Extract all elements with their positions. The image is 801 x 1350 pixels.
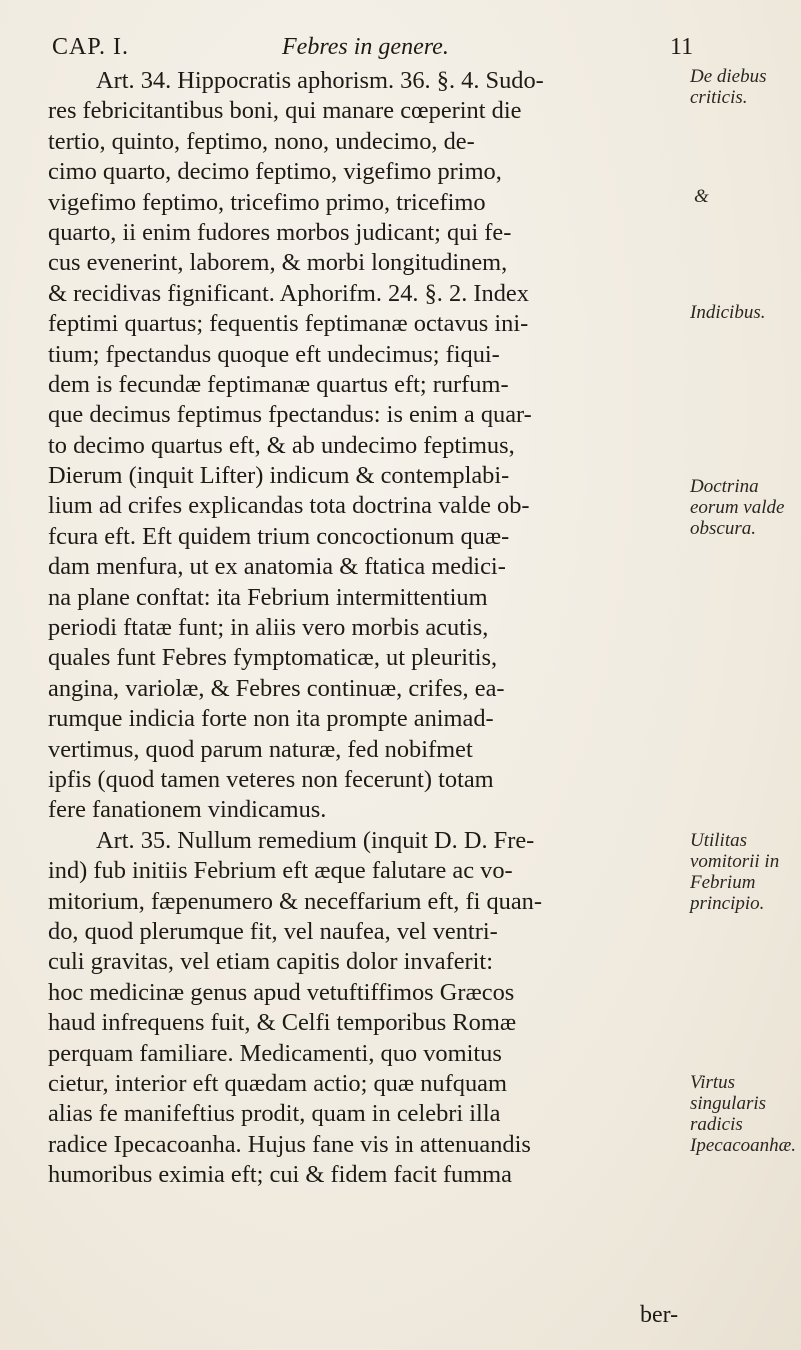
margin-note-indicibus: Indicibus. (690, 302, 766, 323)
text-line: mitorium, fæpenumero & neceffarium eft, fi quan- (48, 887, 542, 915)
text-line: hoc medicinæ genus apud vetuftiffimos Græcos (48, 978, 515, 1006)
text-line: vigefimo feptimo, tricefimo primo, tricefimo (48, 188, 486, 216)
page-number: 11 (670, 34, 694, 60)
text-line: quales funt Febres fymptomaticæ, ut pleuritis, (48, 644, 498, 672)
text-line: ind) fub initiis Febrium eft æque falutare ac vo- (48, 857, 513, 885)
text-line: haud infrequens fuit, & Celfi temporibus Romæ (48, 1009, 517, 1037)
text-line: to decimo quartus eft, & ab undecimo feptimus, (48, 431, 515, 459)
text-line: dam menfura, ut ex anatomia & ftatica medici- (48, 553, 506, 581)
main-text-block (48, 66, 688, 1190)
text-line: dem is fecundæ feptimanæ quartus eft; rurfum- (48, 370, 509, 398)
text-line: culi gravitas, vel etiam capitis dolor invaferit: (48, 948, 493, 976)
text-line: lium ad crifes explicandas tota doctrina valde ob- (48, 492, 530, 520)
text-line: fcura eft. Eft quidem trium concoctionum quæ- (48, 522, 510, 550)
margin-note-virtus: Virtus singularis radicis Ipecacoanhæ. (690, 1072, 797, 1156)
margin-note-ampersand: & (694, 186, 709, 207)
text-line: vertimus, quod parum naturæ, fed nobifmet (48, 735, 473, 763)
text-line: radice Ipecacoanha. Hujus fane vis in attenuandis (48, 1130, 531, 1158)
running-header (52, 30, 742, 64)
text-line: do, quod plerumque fit, vel naufea, vel ventri- (48, 917, 498, 945)
text-line: que decimus feptimus fpectandus: is enim a quar- (48, 401, 532, 429)
text-line: cus evenerint, laborem, & morbi longitudinem, (48, 249, 508, 277)
text-line: res febricitantibus boni, qui manare cœperint die (48, 97, 522, 125)
text-line: periodi ftatæ funt; in aliis vero morbis acutis, (48, 614, 489, 642)
text-line: & recidivas fignificant. Aphorifm. 24. §. 2. Index (48, 279, 529, 307)
text-line: tertio, quinto, feptimo, nono, undecimo, de- (48, 127, 475, 155)
text-line: Art. 34. Hippocratis aphorism. 36. §. 4. Sudo- (96, 67, 544, 94)
text-line: cimo quarto, decimo feptimo, vigefimo primo, (48, 158, 502, 186)
margin-note-utilitas: Utilitas vomitorii in Febrium principio. (690, 830, 780, 914)
text-line: alias fe manifeftius prodit, quam in celebri illa (48, 1100, 501, 1128)
text-line: rumque indicia forte non ita prompte animad- (48, 705, 494, 733)
text-line: angina, variolæ, & Febres continuæ, crifes, ea- (48, 674, 505, 702)
text-line: feptimi quartus; fequentis feptimanæ octavus ini- (48, 310, 529, 338)
text-line: cietur, interior eft quædam actio; quæ nufquam (48, 1069, 507, 1097)
chapter-label: CAP. I. (52, 34, 130, 60)
catchword: ber- (640, 1302, 679, 1328)
text-line: na plane conftat: ita Febrium intermittentium (48, 583, 488, 611)
text-line: Art. 35. Nullum remedium (inquit D. D. Fre- (96, 826, 535, 854)
margin-note-de-diebus-criticis: De diebus criticis. (690, 66, 767, 108)
text-line: ipfis (quod tamen veteres non fecerunt) totam (48, 765, 494, 793)
text-line: tium; fpectandus quoque eft undecimus; fiqui- (48, 340, 500, 368)
text-line: fere fanationem vindicamus. (48, 796, 327, 824)
text-line: humoribus eximia eft; cui & fidem facit fumma (48, 1161, 512, 1189)
running-title: Febres in genere. (282, 34, 449, 60)
text-line: Dierum (inquit Lifter) indicum & contemplabi- (48, 462, 510, 490)
text-line: perquam familiare. Medicamenti, quo vomitus (48, 1039, 502, 1067)
margin-note-doctrina: Doctrina eorum valde obscura. (690, 476, 785, 539)
text-line: quarto, ii enim fudores morbos judicant; qui fe- (48, 218, 512, 246)
